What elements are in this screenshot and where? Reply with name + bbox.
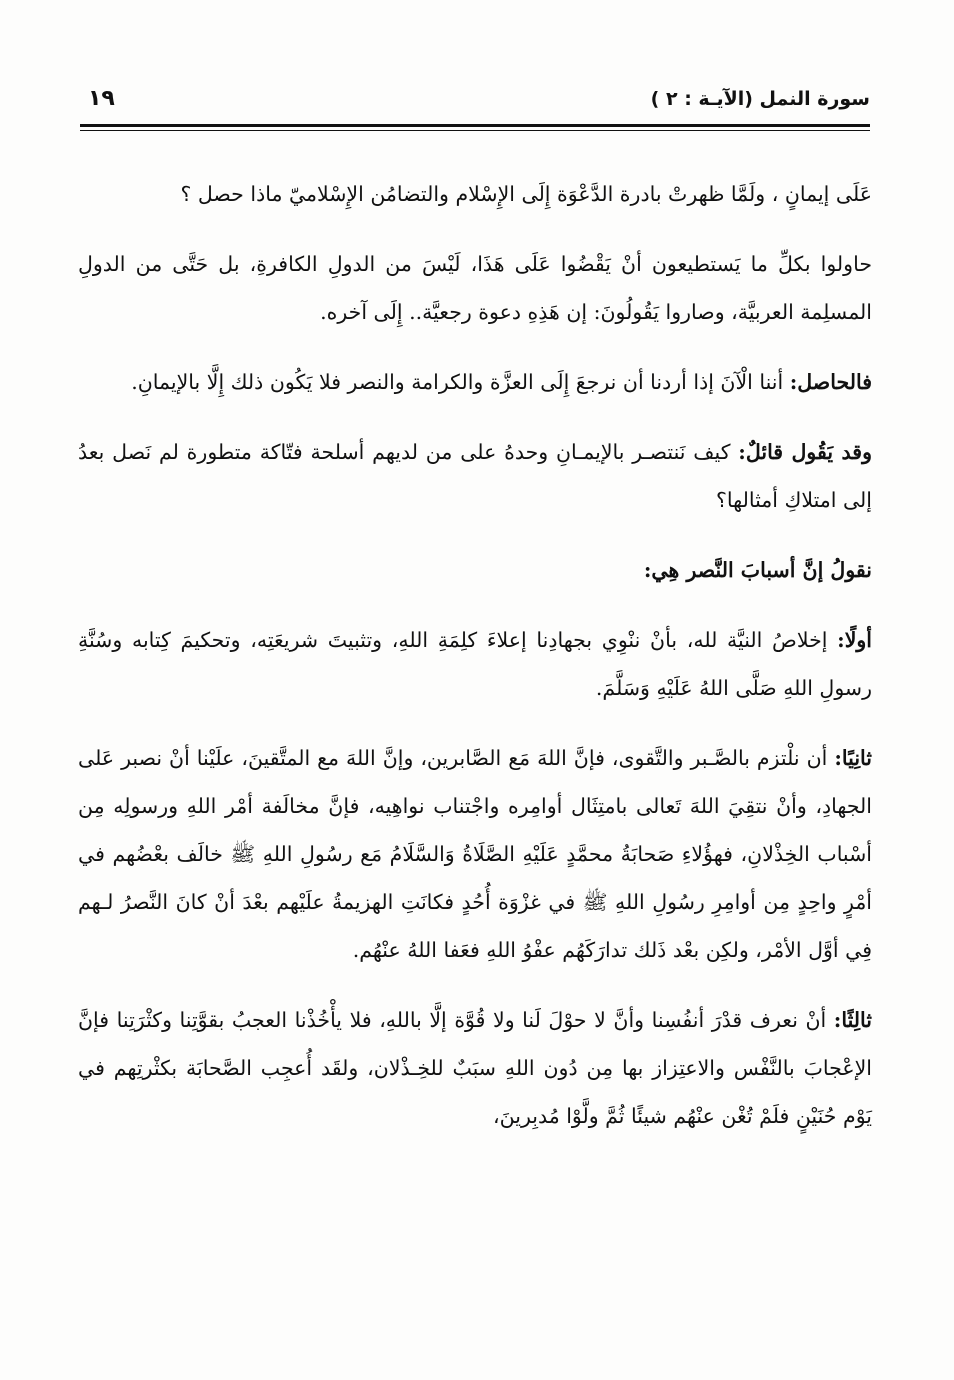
paragraph-text: حاولوا بكلِّ ما يَستطيعون أنْ يَقْضُوا عَلَى هَذَا، لَيْسَ من الدولِ الكافرةِ، بل حَتَّى من الدولِ المسلِمة العربيَّة، وصاروا يَقُولُونَ: إن هَذِهِ دعوة رجعيَّة.. إِلَى آخره. [78, 252, 872, 324]
paragraph-8 [78, 996, 872, 1140]
page-number: ١٩ [88, 86, 115, 111]
header-rule [80, 124, 870, 127]
paragraph-5 [78, 546, 872, 594]
paragraph-lead: نقولُ إنَّ أسبابَ النَّصر هِي: [643, 558, 872, 582]
paragraph-lead: ثالِثًا: [833, 1008, 872, 1032]
paragraph-text: أن نلْتزم بالصَّـبر والتَّقوى، فإنَّ اللهَ مَع الصَّابرين، وإنَّ اللهَ مع المتَّقينَ، علَيْنا أنْ نصبر عَلى الجهادِ، وأنْ نتقِيَ اللهَ تَعالى بامتِثَال أوامِره واجْتناب نواهِيه، فإنَّ مخالَفة أمْر اللهِ ورسولِه مِن أسْباب الخِذْلانِ، فهؤُلاءِ صَحابَةُ محمَّدٍ عَلَيْهِ الصَّلَاةُ وَالسَّلَامُ مَع رسُولِ اللهِ ﷺ خالَف بعْضُهم في أمْرٍ واحِدٍ مِن أوامِرِ رسُولِ اللهِ ﷺ في غزْوَة أُحُدٍ فكانَتِ الهزيمةُ علَيْهم بعْدَ أنْ كانَ النَّصرُ لـهم فِي أوَّل الأمْر، ولكِن بعْد ذَلك تدارَكَهُم عفْوُ اللهِ فعَفا اللهُ عنْهُم. [78, 746, 872, 962]
paragraph-text: كيف نَنتصـر بالإيمـانِ وحدهُ على من لديهم أسلحة فتّاكة متطورة لم نَصل بعدُ إلى امتلاكِ أمثالها؟ [78, 440, 872, 512]
paragraph-4 [78, 428, 872, 524]
paragraph-2 [78, 240, 872, 336]
paragraph-lead: وقد يَقُول قائلٌ: [738, 440, 872, 464]
paragraph-lead: ثانِيًا: [834, 746, 872, 770]
paragraph-3 [78, 358, 872, 406]
paragraph-6 [78, 616, 872, 712]
running-header [80, 88, 870, 122]
paragraph-text: إخلاصُ النيَّة لله، بأنْ ننْوِي بجهادِنا إعلاءَ كلِمَةِ اللهِ، وتثبيتَ شريعَتِه، وتحكيمَ كِتابه وسُنَّةِ رسولِ اللهِ صَلَّى اللهُ عَلَيْهِ وَسَلَّمَ. [78, 628, 872, 700]
paragraph-7 [78, 734, 872, 974]
paragraph-lead: فالحاصل: [789, 370, 872, 394]
paragraph-text: عَلَى إيمانٍ ، ولَمَّا ظهرتْ بادرة الدَّعْوَة إِلَى الإِسْلام والتضامُن الإِسْلاميّ ماذا حصل ؟ [180, 182, 872, 206]
paragraph-lead: أولًا: [837, 628, 872, 652]
running-header-title: سورة النمل (الآيـة : ٢ ) [650, 88, 870, 110]
body-text [78, 170, 872, 1162]
paragraph-text: أنْ نعرف قدْرَ أنفُسِنا وأنَّ لا حوْلَ لَنا ولا قُوَّة إلَّا باللهِ، فلا يأْخُذْنا العجبُ بقوَّتِنا وكثْرَتِنا فإنَّ الإعْجابَ بالنَّفْس والاعتِزاز بها مِن دُون اللهِ سبَبٌ للخِـذْلان، ولقَد أُعجِب الصَّحابَة بكثْرتِهم في يَوْم حُنَيْنٍ فلَمْ تُغْن عنْهُم شيئًا ثُمَّ ولَّوْا مُدبِرينَ، [78, 1008, 872, 1128]
header-rule-thin [80, 130, 870, 131]
paragraph-text: أننا الْآنَ إذا أردنا أن نرجعَ إِلَى العزَّة والكرامة والنصر فلا يَكُون ذلك إِلَّا بالإيمانِ. [131, 370, 790, 394]
paragraph-1 [78, 170, 872, 218]
